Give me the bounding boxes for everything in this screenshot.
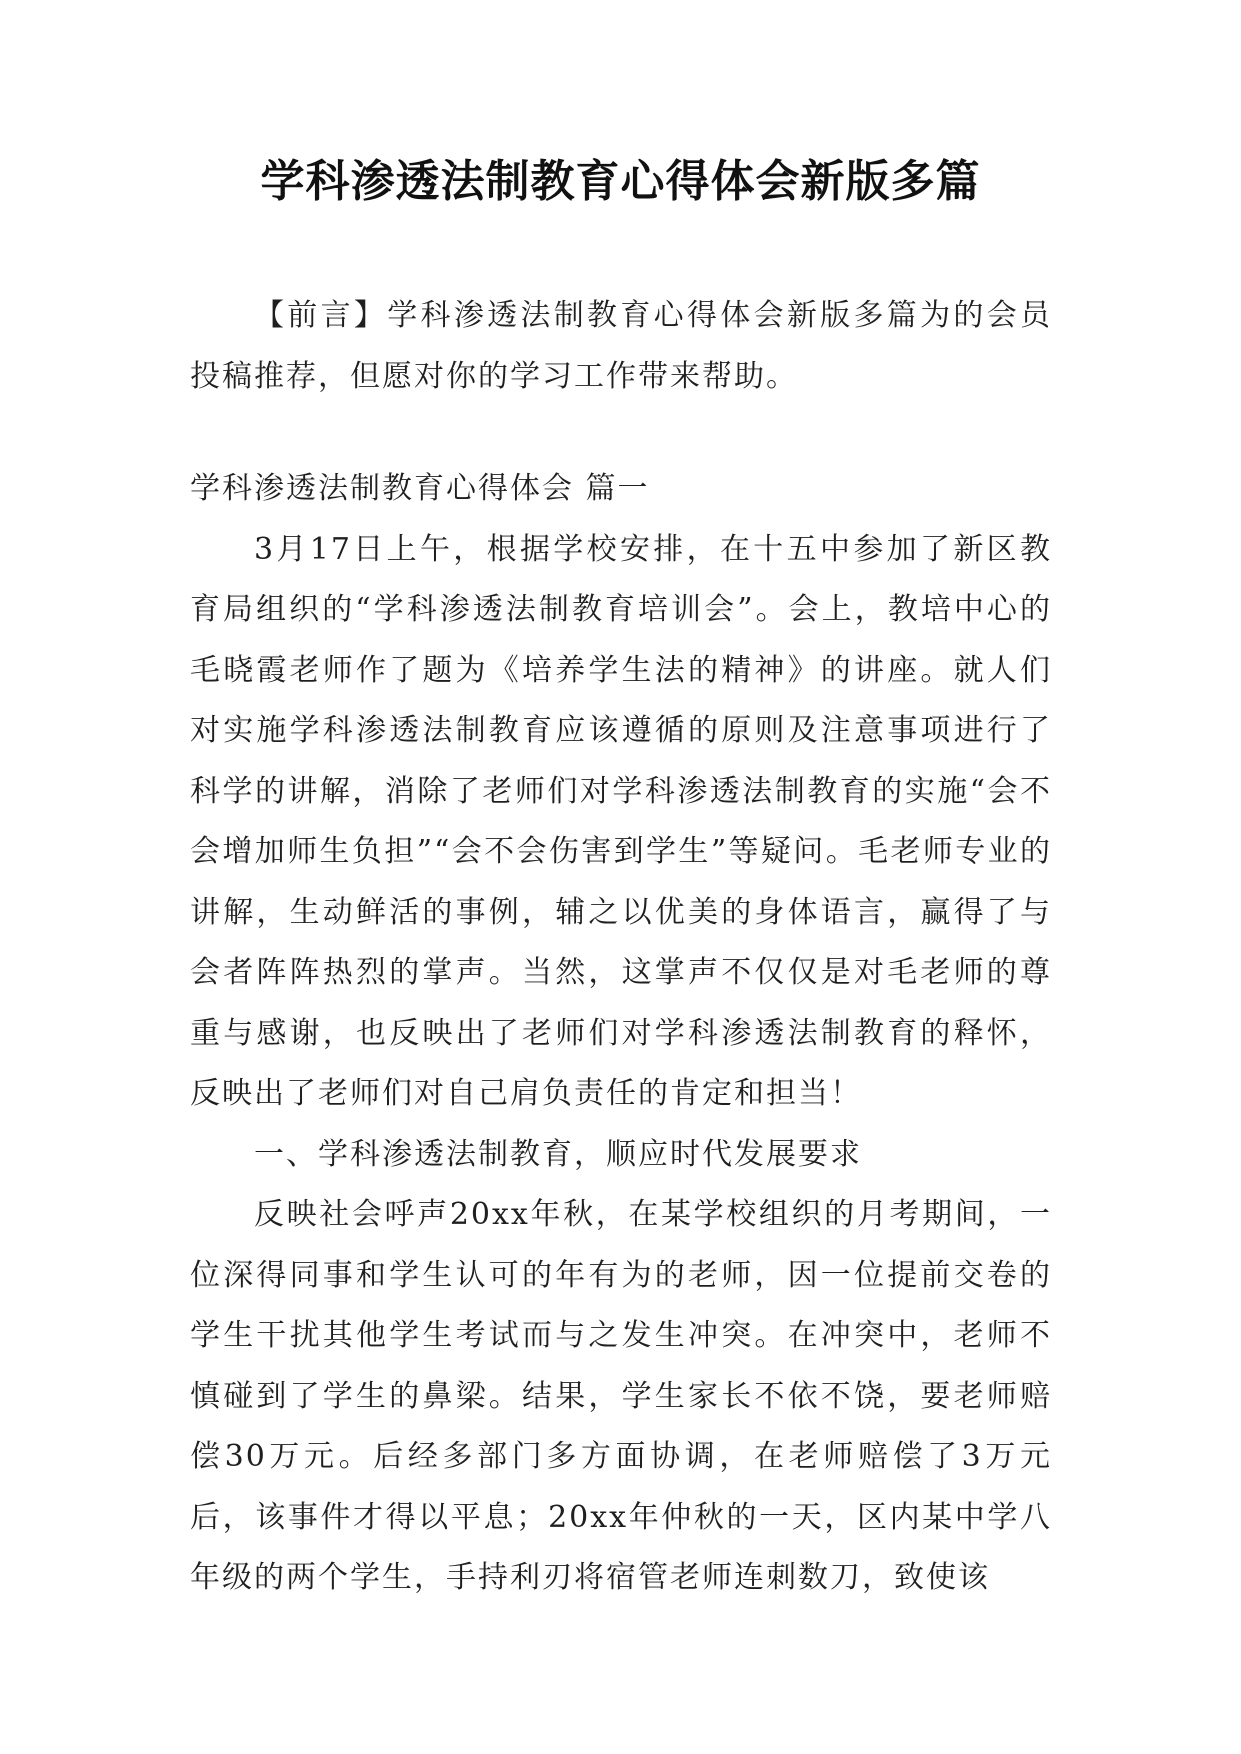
- document-body: [190, 286, 1052, 1609]
- document-title: 学科渗透法制教育心得体会新版多篇: [260, 156, 981, 207]
- section-heading: 学科渗透法制教育心得体会 篇一: [190, 471, 650, 506]
- subheading: 一、学科渗透法制教育，顺应时代发展要求: [254, 1136, 862, 1172]
- body-paragraph: 反映社会呼声20xx年秋，在某学校组织的月考期间，一位深得同事和学生认可的年有为的老师，因一位提前交卷的学生干扰其他学生考试而与之发生冲突。在冲突中，老师不慎碰到了学生的鼻梁。结果，学生家长不依不饶，要老师赔偿30万元。后经多部门多方面协调，在老师赔偿了3万元后，该事件才得以平息；20xx年仲秋的一天，区内某中学八年级的两个学生，手持利刃将宿管老师连刺数刀，致使该: [190, 1197, 1052, 1595]
- body-paragraph: 3月17日上午，根据学校安排，在十五中参加了新区教育局组织的“学科渗透法制教育培训会”。会上，教培中心的毛晓霞老师作了题为《培养学生法的精神》的讲座。就人们对实施学科渗透法制教育应该遵循的原则及注意事项进行了科学的讲解，消除了老师们对学科渗透法制教育的实施“会不会增加师生负担”“会不会伤害到学生”等疑问。毛老师专业的讲解，生动鲜活的事例，辅之以优美的身体语言，赢得了与会者阵阵热烈的掌声。当然，这掌声不仅仅是对毛老师的尊重与感谢，也反映出了老师们对学科渗透法制教育的释怀，反映出了老师们对自己肩负责任的肯定和担当！: [190, 531, 1052, 1111]
- preface-paragraph: 【前言】学科渗透法制教育心得体会新版多篇为的会员投稿推荐，但愿对你的学习工作带来帮助。: [190, 298, 1052, 394]
- section-spacer: [190, 407, 1052, 459]
